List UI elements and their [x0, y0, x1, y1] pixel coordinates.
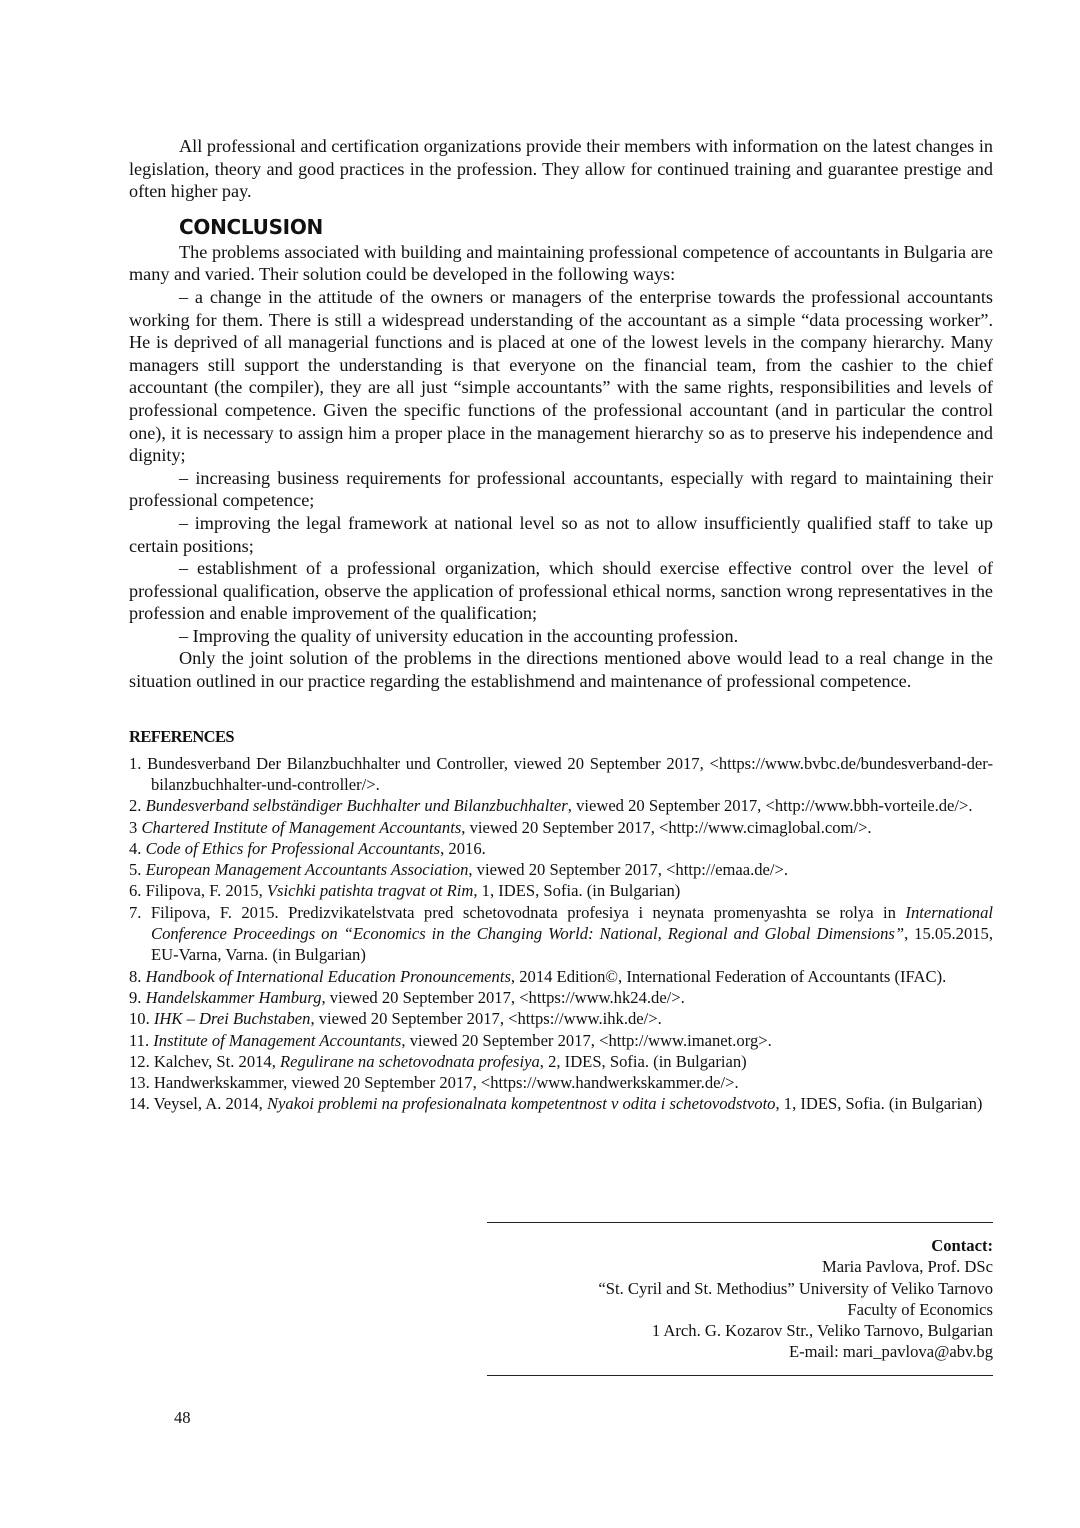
reference-item	[129, 1072, 993, 1093]
reference-text: 2.	[129, 796, 146, 816]
reference-text: 8.	[129, 966, 146, 986]
conclusion-item: – improving the legal framework at national level so as not to allow insufficiently qualified staff to take up certain positions;	[129, 512, 993, 556]
contact-address: 1 Arch. G. Kozarov Str., Veliko Tarnovo, Bulgarian	[651, 1321, 993, 1341]
reference-text: 9.	[129, 987, 146, 1007]
contact-faculty: Faculty of Economics	[847, 1299, 993, 1319]
reference-details: , viewed 20 September 2017, <http://www.imanet.org>.	[401, 1030, 772, 1050]
reference-details: , viewed 20 September 2017, <https://www.bvbc.de/bundesverband-der-bilanzbuchhalter-und-controller/>.	[151, 753, 993, 794]
reference-text: 3	[129, 817, 142, 837]
reference-text: 4.	[129, 838, 146, 858]
reference-text: 6. Filipova, F. 2015,	[129, 881, 267, 901]
conclusion-lead: The problems associated with building and maintaining professional competence of accountants in Bulgaria are many and varied. Their solution could be developed in the following ways:	[129, 241, 993, 285]
reference-text: 14. Veysel, A. 2014,	[129, 1094, 267, 1114]
reference-details: , viewed 20 September 2017, <http://www.cimaglobal.com/>.	[461, 817, 872, 837]
contact-university: “St. Cyril and St. Methodius” University of Veliko Tarnovo	[598, 1278, 993, 1298]
reference-text: 1. Bundesverband Der Bilanzbuchhalter und Controller	[129, 753, 504, 773]
reference-item	[129, 1051, 993, 1072]
reference-details: , 2016.	[440, 838, 486, 858]
contact-block	[487, 1222, 993, 1376]
reference-title: Handbook of International Education Pronouncements	[145, 966, 511, 986]
reference-text: 12. Kalchev, St. 2014,	[129, 1051, 281, 1071]
references-heading: REFERENCES	[129, 726, 234, 746]
reference-title: Institute of Management Accountants	[153, 1030, 402, 1050]
reference-details: , viewed 20 September 2017, <https://www.hk24.de/>.	[321, 987, 685, 1007]
conclusion-item: – increasing business requirements for professional accountants, especially with regard to maintaining their professional competence;	[129, 467, 993, 511]
reference-details: , 2, IDES, Sofia. (in Bulgarian)	[539, 1051, 747, 1071]
reference-item	[129, 859, 993, 880]
reference-item	[129, 880, 993, 901]
reference-details: , 2014 Edition©, International Federation of Accountants (IFAC).	[510, 966, 947, 986]
references-list	[129, 753, 993, 1115]
conclusion-heading: CONCLUSION	[179, 214, 323, 239]
reference-item	[129, 1093, 993, 1114]
reference-text: 10.	[129, 1009, 154, 1029]
reference-title: IHK – Drei Buchstaben	[153, 1009, 311, 1029]
reference-item	[129, 987, 993, 1008]
reference-title: Handelskammer Hamburg	[145, 987, 322, 1007]
reference-details: , 15.05.2015, EU-Varna, Varna. (in Bulgarian)	[151, 924, 993, 965]
reference-item	[129, 966, 993, 987]
reference-text: 13. Handwerkskammer, viewed 20 September 2017, <https://www.handwerkskammer.de/>.	[129, 1073, 739, 1093]
reference-details: , viewed 20 September 2017, <http://www.bbh-vorteile.de/>.	[567, 796, 973, 816]
page-number: 48	[174, 1408, 191, 1427]
reference-text: 11.	[129, 1030, 154, 1050]
reference-item	[129, 817, 993, 838]
reference-text: 7. Filipova, F. 2015. Predizvikatelstvata pred schetovodnata profesiya i neynata promenyashta se rolya in	[129, 902, 906, 922]
reference-title: Code of Ethics for Professional Accountants	[145, 838, 441, 858]
reference-title: Regulirane na schetovodnata profesiya	[280, 1051, 540, 1071]
contact-email[interactable]: E-mail: mari_pavlova@abv.bg	[788, 1342, 993, 1362]
reference-item	[129, 902, 993, 966]
reference-item	[129, 838, 993, 859]
reference-title: European Management Accountants Association	[145, 860, 469, 880]
reference-item	[129, 1008, 993, 1029]
reference-details: , viewed 20 September 2017, <https://www.ihk.de/>.	[310, 1009, 662, 1029]
reference-title: Chartered Institute of Management Accountants	[141, 817, 462, 837]
reference-details: , 1, IDES, Sofia. (in Bulgarian)	[775, 1094, 983, 1114]
conclusion-closing: Only the joint solution of the problems in the directions mentioned above would lead to a real change in the situation outlined in our practice regarding the establishmend and maintenance of professional competence.	[129, 648, 993, 692]
conclusion-item: – a change in the attitude of the owners or managers of the enterprise towards the professional accountants working for them. There is still a widespread understanding of the accountant as a simple “data processing worker”. He is deprived of all managerial functions and is placed at one of the lowest levels in the company hierarchy. Many managers still support the understanding is that everyone on the financial team, from the cashier to the chief accountant (the compiler), they are all just “simple accountants” with the same rights, responsibilities and levels of professional competence. Given the specific functions of the professional accountant (and in particular the control one), it is necessary to assign him a proper place in the management hierarchy so as to preserve his independence and dignity;	[129, 286, 993, 466]
reference-details: , 1, IDES, Sofia. (in Bulgarian)	[473, 881, 681, 901]
contact-name: Maria Pavlova, Prof. DSc	[822, 1257, 993, 1277]
reference-text: 5.	[129, 860, 146, 880]
article-body	[129, 135, 993, 1115]
reference-details: , viewed 20 September 2017, <http://emaa.de/>.	[468, 860, 789, 880]
reference-title: Vsichki patishta tragvat ot Rim	[266, 881, 474, 901]
reference-item	[129, 753, 993, 796]
reference-item	[129, 795, 993, 816]
reference-title: International Conference Proceedings on “Economics in the Changing World: National, Regional and Global Dimensions”	[151, 902, 993, 944]
contact-label: Contact:	[931, 1236, 993, 1255]
intro-paragraph: All professional and certification organizations provide their members with information on the latest changes in legislation, theory and good practices in the profession. They allow for continued training and guarantee prestige and often higher pay.	[129, 136, 993, 202]
conclusion-item: – Improving the quality of university education in the accounting profession.	[179, 625, 739, 646]
reference-title: Bundesverband selbständiger Buchhalter und Bilanzbuchhalter	[145, 796, 568, 816]
reference-title: Nyakoi problemi na profesionalnata kompetentnost v odita i schetovodstvoto	[266, 1094, 776, 1114]
conclusion-item: – establishment of a professional organization, which should exercise effective control over the level of professional qualification, observe the application of professional ethical norms, sanction wrong representatives in the profession and enable improvement of the qualification;	[129, 558, 993, 624]
reference-item	[129, 1030, 993, 1051]
